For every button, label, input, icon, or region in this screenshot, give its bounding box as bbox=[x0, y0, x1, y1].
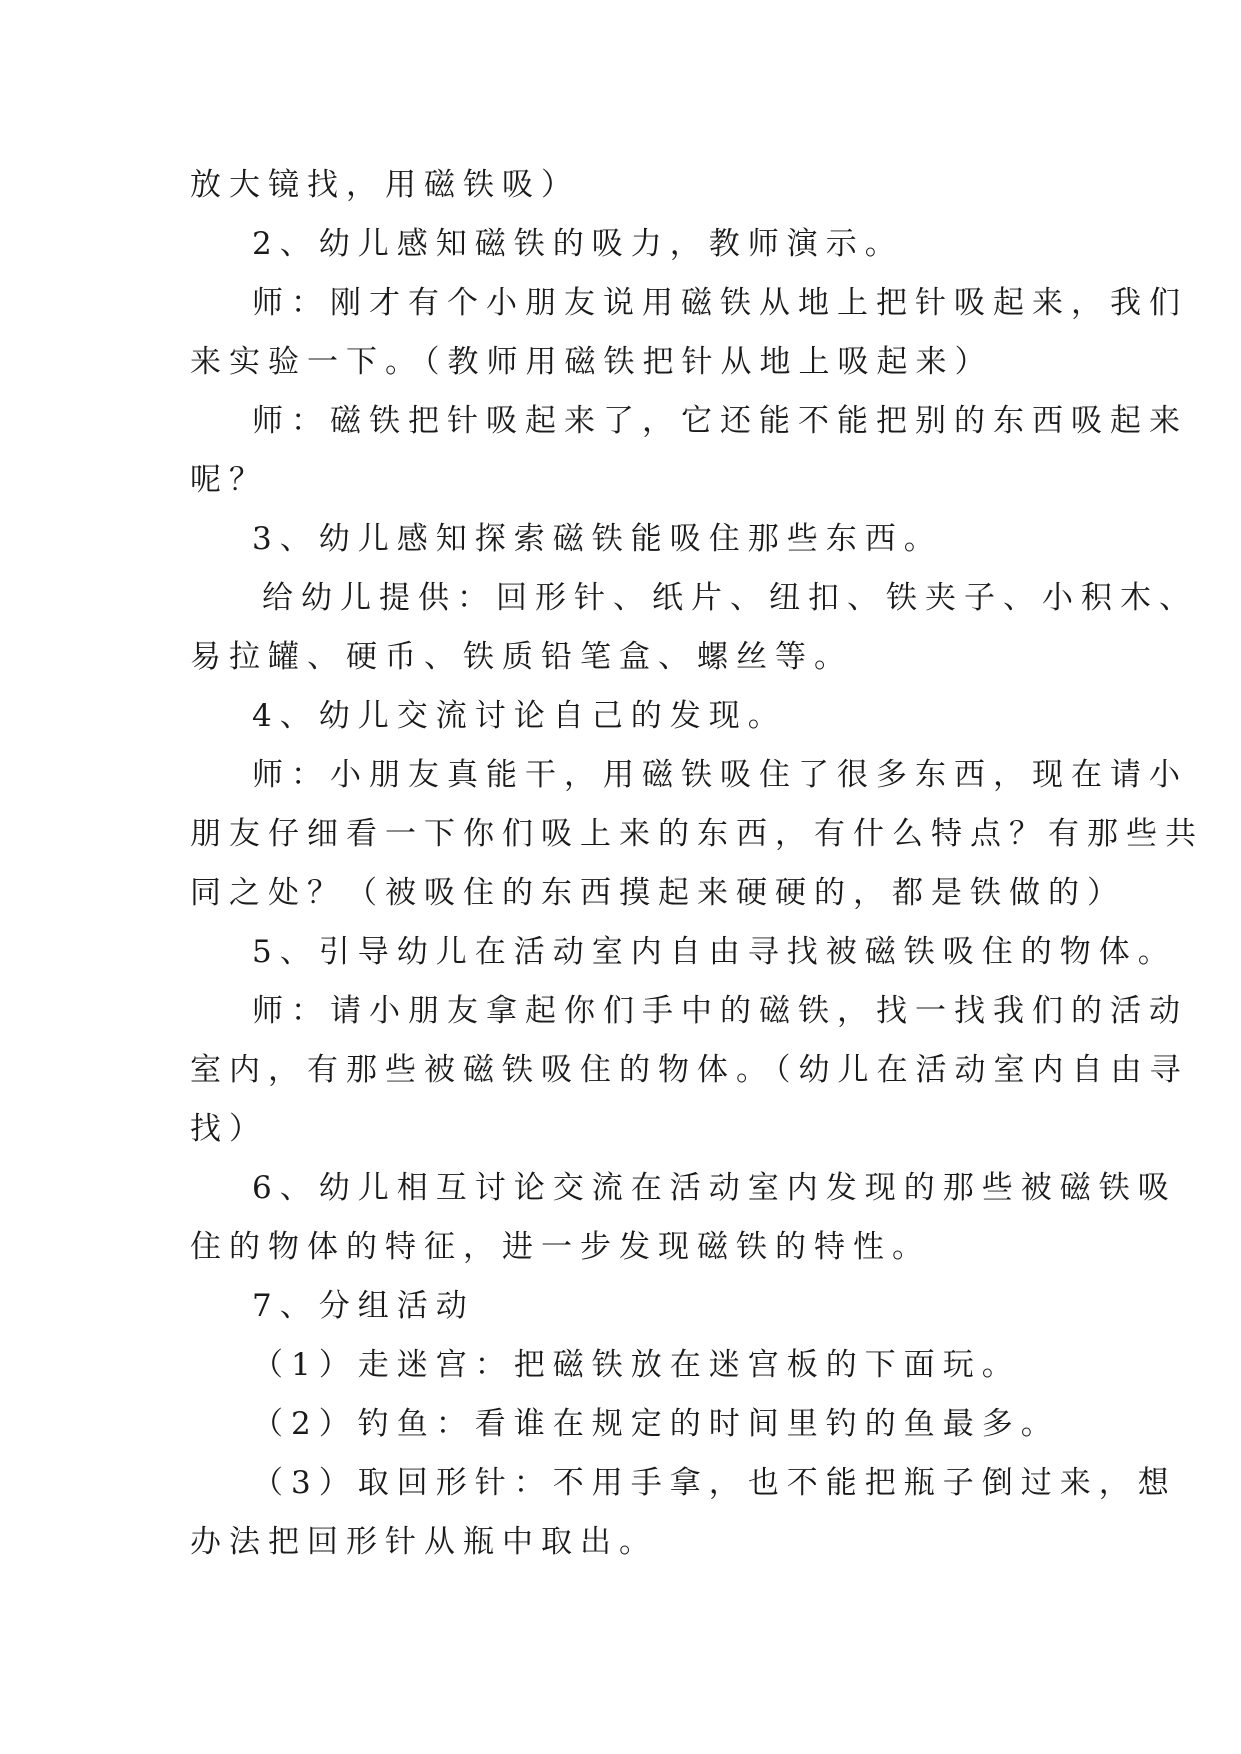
text-line: 7、分组活动 bbox=[252, 1288, 475, 1324]
text-line: 来实验一下。（教师用磁铁把针从地上吸起来） bbox=[190, 344, 994, 380]
text-line: 师：刚才有个小朋友说用磁铁从地上把针吸起来，我们 bbox=[252, 285, 1188, 321]
text-line: 3、幼儿感知探索磁铁能吸住那些东西。 bbox=[252, 521, 943, 557]
text-line: 朋友仔细看一下你们吸上来的东西，有什么特点？有那些共 bbox=[190, 816, 1204, 852]
text-line: 住的物体的特征，进一步发现磁铁的特性。 bbox=[190, 1229, 931, 1265]
text-line: 5、引导幼儿在活动室内自由寻找被磁铁吸住的物体。 bbox=[252, 934, 1177, 970]
text-line: 室内，有那些被磁铁吸住的物体。（幼儿在活动室内自由寻 bbox=[190, 1052, 1189, 1088]
text-line: （3）取回形针：不用手拿，也不能把瓶子倒过来，想 bbox=[252, 1465, 1177, 1501]
text-line: 给幼儿提供：回形针、纸片、纽扣、铁夹子、小积木、 bbox=[262, 580, 1198, 616]
text-line: 6、幼儿相互讨论交流在活动室内发现的那些被磁铁吸 bbox=[252, 1170, 1177, 1206]
text-line: 4、幼儿交流讨论自己的发现。 bbox=[252, 698, 787, 734]
text-line: （2）钓鱼：看谁在规定的时间里钓的鱼最多。 bbox=[252, 1406, 1060, 1442]
text-line: 同之处？（被吸住的东西摸起来硬硬的，都是铁做的） bbox=[190, 875, 1126, 911]
text-line: 师：请小朋友拿起你们手中的磁铁，找一找我们的活动 bbox=[252, 993, 1188, 1029]
text-line: 放大镜找，用磁铁吸） bbox=[190, 167, 580, 203]
text-line: 易拉罐、硬币、铁质铅笔盒、螺丝等。 bbox=[190, 639, 853, 675]
text-line: 2、幼儿感知磁铁的吸力，教师演示。 bbox=[252, 226, 904, 262]
text-line: （1）走迷宫：把磁铁放在迷宫板的下面玩。 bbox=[252, 1347, 1021, 1383]
text-line: 师：小朋友真能干，用磁铁吸住了很多东西，现在请小 bbox=[252, 757, 1188, 793]
text-line: 呢？ bbox=[190, 462, 268, 498]
text-line: 找） bbox=[190, 1111, 268, 1147]
text-line: 师：磁铁把针吸起来了，它还能不能把别的东西吸起来 bbox=[252, 403, 1188, 439]
text-line: 办法把回形针从瓶中取出。 bbox=[190, 1524, 658, 1560]
